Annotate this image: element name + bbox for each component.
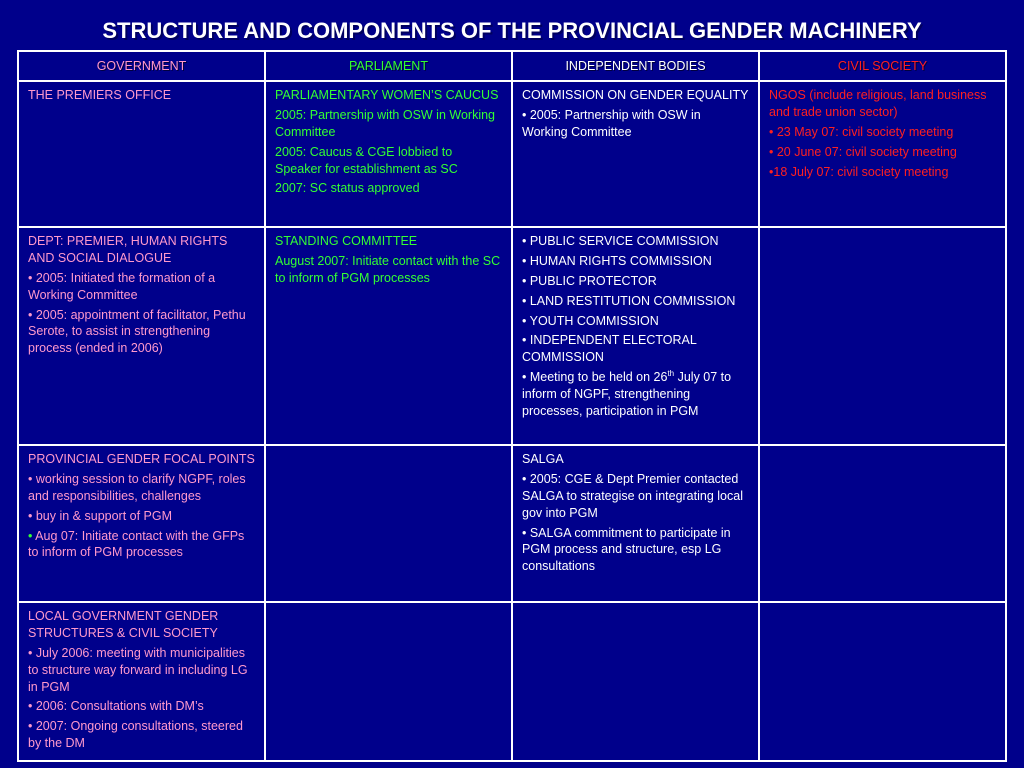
cell-line: August 2007: Initiate contact with the SC to inform of PGM processes — [275, 253, 501, 285]
cell-line: • 20 June 07: civil society meeting — [769, 144, 957, 159]
cell-line: NGOS (include religious, land business and trade union sector) — [769, 88, 987, 119]
cell-line: STANDING COMMITTEE — [275, 234, 418, 248]
header-civil-society: CIVIL SOCIETY — [759, 51, 1006, 81]
meeting-text-start: • Meeting to be held on 26 — [522, 370, 668, 385]
cell-line: • 2007: Ongoing consultations, steered by the DM — [28, 719, 243, 751]
cell-parliament — [265, 81, 512, 227]
cell-government — [18, 445, 265, 602]
cell-parliament — [265, 227, 512, 445]
cell-independent-bodies — [512, 227, 759, 445]
cell-parliament — [265, 445, 512, 602]
cell-government — [18, 81, 265, 227]
cell-line: SALGA — [522, 452, 564, 466]
table-row — [18, 445, 1006, 602]
cell-line: LOCAL GOVERNMENT GENDER STRUCTURES & CIVIL SOCIETY — [28, 609, 219, 640]
cell-government — [18, 602, 265, 761]
cell-civil-society — [759, 602, 1006, 761]
bullet-text: Aug 07: Initiate contact with the GFPs to inform of PGM processes — [28, 528, 245, 560]
meeting-text-end: July 07 to inform of NGPF, strengthening processes, participation in PGM — [522, 370, 732, 418]
header-parliament: PARLIAMENT — [265, 51, 512, 81]
cell-line: •18 July 07: civil society meeting — [769, 164, 949, 179]
header-government: GOVERNMENT — [18, 51, 265, 81]
cell-line: • HUMAN RIGHTS COMMISSION — [522, 253, 712, 268]
cell-line: THE PREMIERS OFFICE — [28, 88, 172, 102]
cell-line: • SALGA commitment to participate in PGM process and structure, esp LG consultations — [522, 525, 731, 574]
cell-line: • 2005: appointment of facilitator, Pethu Serote, to assist in strengthening process (ended in 2006) — [28, 307, 246, 356]
cell-line: • buy in & support of PGM — [28, 508, 173, 523]
slide-title: STRUCTURE AND COMPONENTS OF THE PROVINCIAL GENDER MACHINERY — [102, 18, 922, 43]
cell-line: DEPT: PREMIER, HUMAN RIGHTS AND SOCIAL DIALOGUE — [28, 234, 228, 265]
cell-line: • LAND RESTITUTION COMMISSION — [522, 293, 736, 308]
cell-civil-society — [759, 81, 1006, 227]
cell-independent-bodies — [512, 445, 759, 602]
cell-parliament — [265, 602, 512, 761]
bullet: • — [28, 528, 33, 543]
cell-line: 2007: SC status approved — [275, 181, 420, 196]
cell-line: • July 2006: meeting with municipalities to structure way forward in including LG in PGM — [28, 645, 248, 694]
table-row — [18, 602, 1006, 761]
ordinal-suffix: th — [667, 368, 675, 378]
table-row — [18, 227, 1006, 445]
cell-line: • 2005: CGE & Dept Premier contacted SALGA to strategise on integrating local gov into PGM — [522, 471, 743, 520]
cell-line — [522, 369, 749, 420]
cell-line — [28, 528, 255, 562]
table-row — [18, 81, 1006, 227]
cell-government — [18, 227, 265, 445]
cell-line: • 23 May 07: civil society meeting — [769, 124, 954, 139]
cell-line: PROVINCIAL GENDER FOCAL POINTS — [28, 452, 255, 466]
header-independent-bodies: INDEPENDENT BODIES — [512, 51, 759, 81]
cell-independent-bodies — [512, 81, 759, 227]
cell-line: 2005: Caucus & CGE lobbied to Speaker for establishment as SC — [275, 144, 458, 176]
cell-line: COMMISSION ON GENDER EQUALITY — [522, 88, 749, 102]
cell-line: PARLIAMENTARY WOMEN’S CAUCUS — [275, 88, 499, 102]
cell-line: • 2005: Partnership with OSW in Working Committee — [522, 107, 701, 139]
cell-line: • working session to clarify NGPF, roles and responsibilities, challenges — [28, 471, 246, 503]
cell-line: • PUBLIC SERVICE COMMISSION — [522, 234, 719, 248]
cell-line: • 2005: Initiated the formation of a Working Committee — [28, 270, 216, 302]
cell-line: • PUBLIC PROTECTOR — [522, 273, 657, 288]
header-row — [18, 51, 1006, 81]
cell-civil-society — [759, 445, 1006, 602]
cell-independent-bodies — [512, 602, 759, 761]
cell-line: • YOUTH COMMISSION — [522, 313, 659, 328]
cell-civil-society — [759, 227, 1006, 445]
machinery-table — [17, 50, 1007, 762]
cell-line: • INDEPENDENT ELECTORAL COMMISSION — [522, 333, 697, 365]
cell-line: • 2006: Consultations with DM’s — [28, 699, 204, 714]
cell-line: 2005: Partnership with OSW in Working Committee — [275, 107, 496, 139]
